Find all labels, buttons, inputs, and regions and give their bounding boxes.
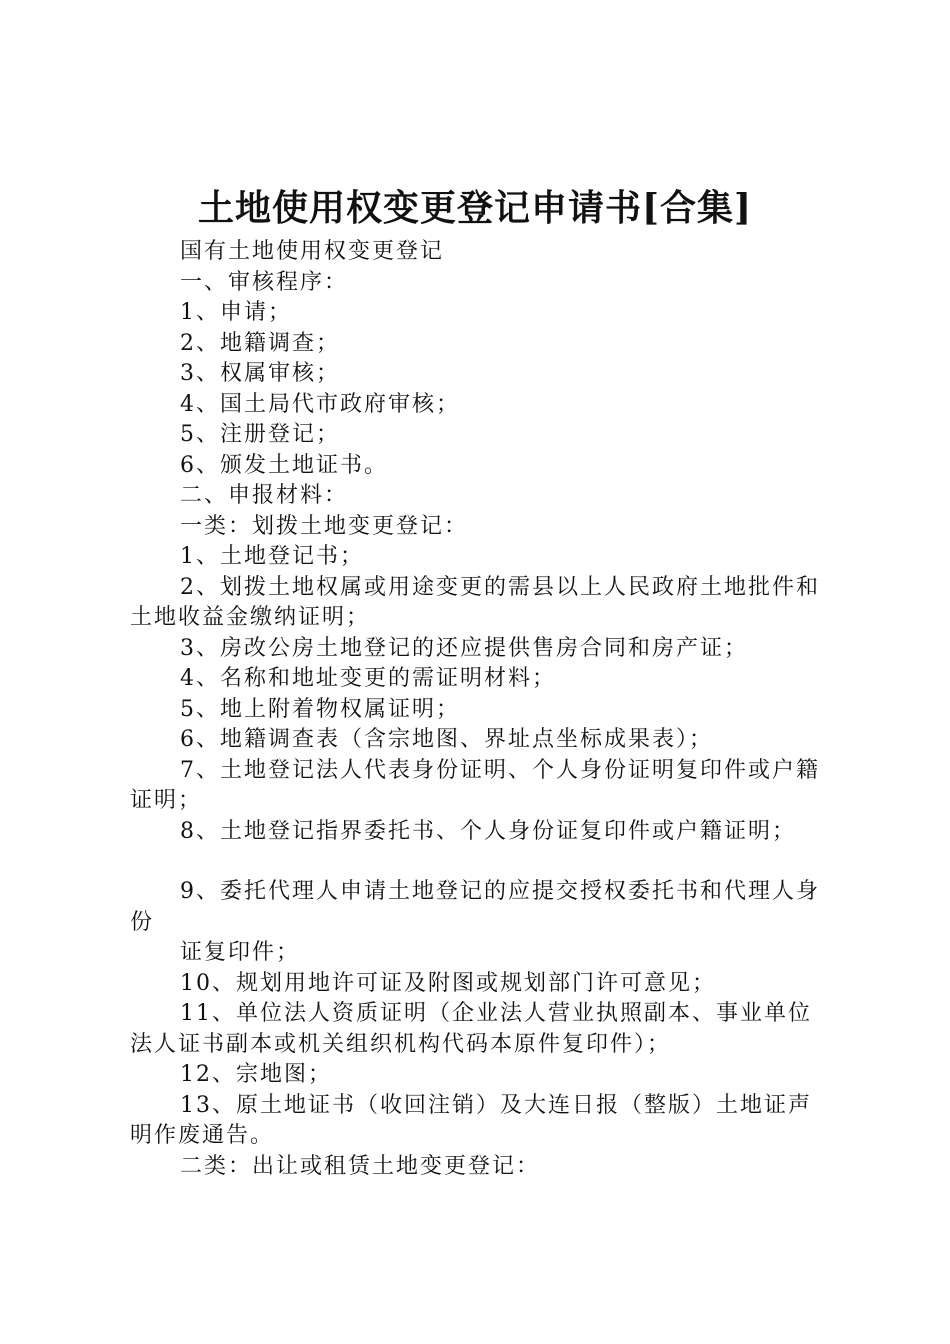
document-body [130,237,832,1182]
paragraph-material-item: 11、单位法人资质证明（企业法人营业执照副本、事业单位法人证书副本或机关组织机构代码本原件复印件）； [130,1001,812,1057]
paragraph-step: 5、注册登记； [180,422,340,447]
paragraph-category-heading: 一类：划拨土地变更登记： [180,513,469,539]
paragraph-step: 1、申请； [180,300,292,325]
document-title: 土地使用权变更登记申请书[合集] [197,187,753,229]
paragraph-section-heading: 二、申报材料： [180,483,349,508]
paragraph-material-item: 2、划拨土地权属或用途变更的需县以上人民政府土地批件和土地收益金缴纳证明； [130,574,820,630]
paragraph-section-heading: 一、审核程序： [180,269,349,295]
paragraph-material-item: 12、宗地图； [180,1062,332,1087]
paragraph-subtitle: 国有土地使用权变更登记 [180,239,445,264]
paragraph-material-item: 8、土地登记指界委托书、个人身份证复印件或户籍证明； [180,818,796,844]
paragraph-step: 3、权属审核； [180,361,340,386]
paragraph-material-item: 4、名称和地址变更的需证明材料； [180,666,556,691]
paragraph-step: 2、地籍调查； [180,330,340,356]
paragraph-material-item: 13、原土地证书（收回注销）及大连日报（整版）土地证声明作废通告。 [130,1092,812,1148]
blank-line [130,847,832,877]
paragraph-material-item: 9、委托代理人申请土地登记的应提交授权委托书和代理人身份 [130,879,820,935]
paragraph-step: 4、国土局代市政府审核； [180,391,460,417]
paragraph-continuation: 证复印件； [180,940,301,965]
paragraph-material-item: 10、规划用地许可证及附图或规划部门许可意见； [180,970,716,996]
paragraph-material-item: 5、地上附着物权属证明； [180,696,460,722]
paragraph-step: 6、颁发土地证书。 [180,452,388,478]
paragraph-material-item: 1、土地登记书； [180,544,364,569]
paragraph-category-heading: 二类：出让或租赁土地变更登记： [180,1153,541,1179]
paragraph-material-item: 3、房改公房土地登记的还应提供售房合同和房产证； [180,635,748,661]
paragraph-material-item: 6、地籍调查表（含宗地图、界址点坐标成果表）； [180,727,713,752]
paragraph-material-item: 7、土地登记法人代表身份证明、个人身份证明复印件或户籍证明； [130,757,820,813]
